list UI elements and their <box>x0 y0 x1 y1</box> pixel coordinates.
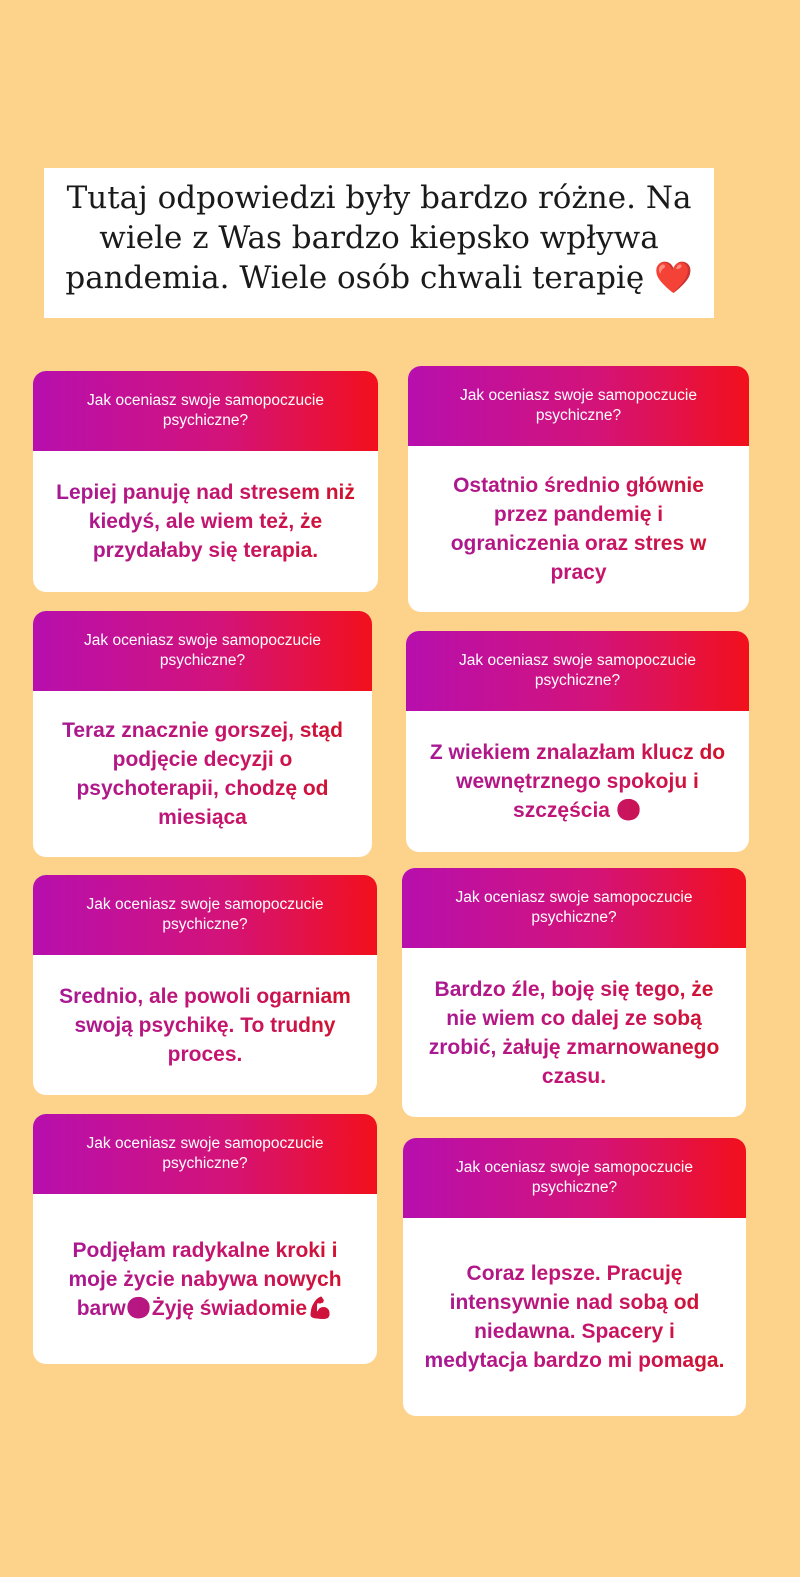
question-card-7 <box>33 1114 377 1364</box>
answer-area <box>402 948 746 1117</box>
answer-text: Teraz znacznie gorszej, stąd podjęcie decyzji o psychoterapii, chodzę od miesiąca <box>62 719 343 829</box>
answer-text: Srednio, ale powoli ogarniam swoją psychikę. To trudny proces. <box>59 984 351 1066</box>
answer-area <box>406 711 749 852</box>
question-text: Jak oceniasz swoje samopoczucie psychiczne? <box>459 652 696 689</box>
question-card-8 <box>403 1138 746 1416</box>
answer-text: Podjęłam radykalne kroki i moje życie nabywa nowych barw🙂Żyję świadomie💪 <box>68 1238 342 1320</box>
answer-text: Bardzo źle, boję się tego, że nie wiem co dalej ze sobą zrobić, żałuję zmarnowanego czasu. <box>428 977 720 1088</box>
intro-text: Tutaj odpowiedzi były bardzo różne. Na wiele z Was bardzo kiepsko wpływa pandemia. Wiele osób chwali terapię <box>65 180 692 296</box>
question-text: Jak oceniasz swoje samopoczucie psychiczne? <box>87 392 324 429</box>
question-text: Jak oceniasz swoje samopoczucie psychiczne? <box>456 1159 693 1196</box>
question-card-4 <box>406 631 749 852</box>
question-header <box>33 371 378 451</box>
question-header <box>408 366 749 446</box>
question-text: Jak oceniasz swoje samopoczucie psychiczne? <box>84 632 321 669</box>
question-text: Jak oceniasz swoje samopoczucie psychiczne? <box>460 387 697 424</box>
answer-area <box>33 955 377 1095</box>
answer-area <box>408 446 749 612</box>
answer-text: Lepiej panuję nad stresem niż kiedyś, ale wiem też, że przydałaby się terapia. <box>56 481 355 562</box>
question-text: Jak oceniasz swoje samopoczucie psychiczne? <box>455 889 693 926</box>
answer-area <box>403 1218 746 1416</box>
answer-text: Z wiekiem znalazłam klucz do wewnętrznego spokoju i szczęścia 😊 <box>429 741 726 822</box>
question-text: Jak oceniasz swoje samopoczucie psychiczne? <box>86 896 324 933</box>
question-card-1 <box>33 371 378 592</box>
answer-area <box>33 451 378 592</box>
question-header <box>403 1138 746 1218</box>
answer-area <box>33 691 372 857</box>
question-card-6 <box>402 868 746 1117</box>
question-card-2 <box>408 366 749 612</box>
question-header <box>402 868 746 948</box>
question-card-3 <box>33 611 372 857</box>
question-header <box>33 1114 377 1194</box>
intro-caption <box>44 168 714 318</box>
question-header <box>33 875 377 955</box>
question-card-5 <box>33 875 377 1095</box>
answer-text: Coraz lepsze. Pracuję intensywnie nad sobą od niedawna. Spacery i medytacja bardzo mi pomaga. <box>424 1262 725 1372</box>
heart-icon: ❤️ <box>654 260 693 296</box>
question-header <box>33 611 372 691</box>
answer-text: Ostatnio średnio głównie przez pandemię i ograniczenia oraz stres w pracy <box>450 474 707 584</box>
question-text: Jak oceniasz swoje samopoczucie psychiczne? <box>86 1135 324 1172</box>
answer-area <box>33 1194 377 1364</box>
question-header <box>406 631 749 711</box>
